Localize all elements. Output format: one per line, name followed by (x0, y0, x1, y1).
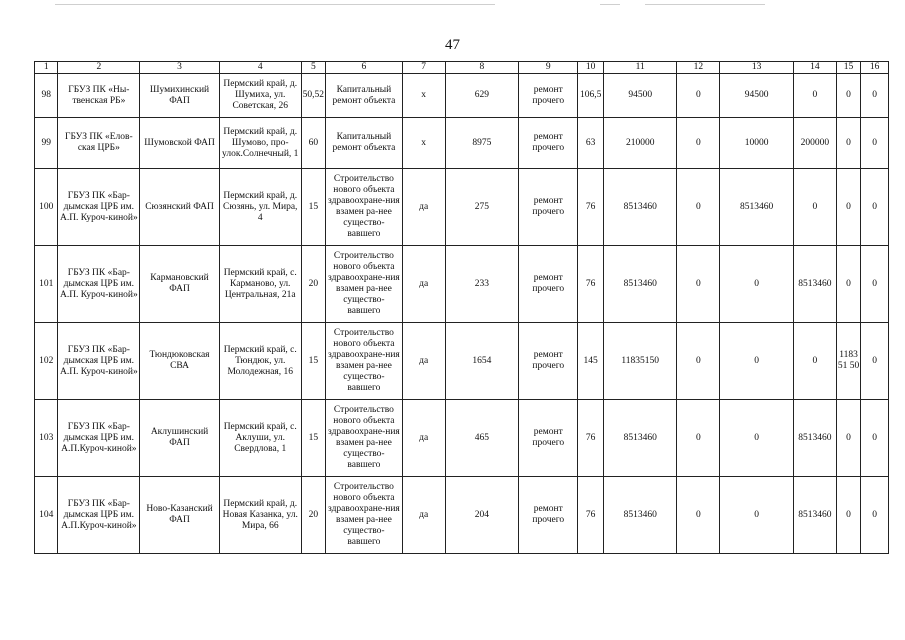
facility-address: Пермский край, д. Шумово, про-улок.Солнечный, 1 (219, 118, 301, 169)
page-number: 47 (445, 37, 460, 53)
col15-amount: 0 (836, 118, 861, 169)
col10-value: 63 (578, 118, 604, 169)
col10-value: 106,5 (578, 74, 604, 118)
row-number: 102 (35, 323, 58, 400)
work-type: Капитальный ремонт объекта (326, 118, 403, 169)
column-number: 15 (836, 62, 861, 74)
flag-value: х (402, 118, 445, 169)
row-number: 101 (35, 246, 58, 323)
col12-amount: 0 (677, 400, 720, 477)
institution-name: ГБУЗ ПК «Бар-дымская ЦРБ им. А.П. Куроч-киной» (58, 246, 140, 323)
area-value: 20 (301, 246, 326, 323)
col8-value: 1654 (445, 323, 519, 400)
facility-address: Пермский край, с. Аклуши, ул. Свердлова, 1 (219, 400, 301, 477)
col8-value: 233 (445, 246, 519, 323)
facility-name: Тюндюковская СВА (140, 323, 220, 400)
col14-amount: 8513460 (793, 246, 836, 323)
repair-type: ремонт прочего (519, 477, 578, 554)
facility-name: Ново-Казанский ФАП (140, 477, 220, 554)
table-row (35, 323, 889, 400)
column-number: 12 (677, 62, 720, 74)
column-number: 11 (603, 62, 677, 74)
repair-type: ремонт прочего (519, 74, 578, 118)
scan-artifact-line (600, 4, 620, 5)
col16-amount: 0 (861, 169, 889, 246)
column-number: 9 (519, 62, 578, 74)
scan-artifact-line (55, 4, 495, 5)
facility-address: Пермский край, д. Сюзянь, ул. Мира, 4 (219, 169, 301, 246)
col16-amount: 0 (861, 477, 889, 554)
row-number: 103 (35, 400, 58, 477)
col13-amount: 8513460 (720, 169, 794, 246)
column-number: 10 (578, 62, 604, 74)
total-amount: 11835150 (603, 323, 677, 400)
work-type: Строительство нового объекта здравоохране-ния взамен ра-нее существо-вавшего (326, 169, 403, 246)
area-value: 15 (301, 400, 326, 477)
area-value: 60 (301, 118, 326, 169)
row-number: 98 (35, 74, 58, 118)
col10-value: 76 (578, 400, 604, 477)
area-value: 20 (301, 477, 326, 554)
col13-amount: 94500 (720, 74, 794, 118)
col12-amount: 0 (677, 477, 720, 554)
col13-amount: 0 (720, 246, 794, 323)
col13-amount: 0 (720, 477, 794, 554)
col15-amount: 0 (836, 169, 861, 246)
flag-value: да (402, 323, 445, 400)
col12-amount: 0 (677, 323, 720, 400)
col15-amount: 0 (836, 74, 861, 118)
institution-name: ГБУЗ ПК «Елов-ская ЦРБ» (58, 118, 140, 169)
table-row (35, 118, 889, 169)
column-number: 16 (861, 62, 889, 74)
facility-name: Аклушинский ФАП (140, 400, 220, 477)
row-number: 99 (35, 118, 58, 169)
row-number: 104 (35, 477, 58, 554)
table-row (35, 74, 889, 118)
facility-address: Пермский край, д. Новая Казанка, ул. Мира, 66 (219, 477, 301, 554)
facility-address: Пермский край, д. Шумиха, ул. Советская, 26 (219, 74, 301, 118)
flag-value: х (402, 74, 445, 118)
col15-amount: 0 (836, 246, 861, 323)
institution-name: ГБУЗ ПК «Бар-дымская ЦРБ им. А.П.Куроч-киной» (58, 400, 140, 477)
facility-name: Кармановский ФАП (140, 246, 220, 323)
total-amount: 8513460 (603, 400, 677, 477)
facility-name: Сюзянский ФАП (140, 169, 220, 246)
col10-value: 76 (578, 246, 604, 323)
col14-amount: 0 (793, 323, 836, 400)
area-value: 50,52 (301, 74, 326, 118)
column-number: 4 (219, 62, 301, 74)
col8-value: 465 (445, 400, 519, 477)
col14-amount: 0 (793, 169, 836, 246)
table-row (35, 169, 889, 246)
col12-amount: 0 (677, 246, 720, 323)
column-number: 13 (720, 62, 794, 74)
institution-name: ГБУЗ ПК «Ны-твенская РБ» (58, 74, 140, 118)
work-type: Строительство нового объекта здравоохране-ния взамен ра-нее существо-вавшего (326, 246, 403, 323)
repair-type: ремонт прочего (519, 246, 578, 323)
col13-amount: 0 (720, 400, 794, 477)
col10-value: 76 (578, 477, 604, 554)
work-type: Капитальный ремонт объекта (326, 74, 403, 118)
col12-amount: 0 (677, 118, 720, 169)
institution-name: ГБУЗ ПК «Бар-дымская ЦРБ им. А.П. Куроч-киной» (58, 169, 140, 246)
column-number: 5 (301, 62, 326, 74)
col14-amount: 0 (793, 74, 836, 118)
repair-type: ремонт прочего (519, 323, 578, 400)
col16-amount: 0 (861, 74, 889, 118)
column-number: 2 (58, 62, 140, 74)
flag-value: да (402, 246, 445, 323)
col13-amount: 10000 (720, 118, 794, 169)
col8-value: 204 (445, 477, 519, 554)
repair-type: ремонт прочего (519, 400, 578, 477)
col15-amount: 0 (836, 477, 861, 554)
table-row (35, 246, 889, 323)
col10-value: 145 (578, 323, 604, 400)
col16-amount: 0 (861, 323, 889, 400)
col12-amount: 0 (677, 74, 720, 118)
work-type: Строительство нового объекта здравоохране-ния взамен ра-нее существо-вавшего (326, 400, 403, 477)
data-table (34, 61, 889, 554)
col16-amount: 0 (861, 400, 889, 477)
facility-name: Шумихинский ФАП (140, 74, 220, 118)
column-number: 1 (35, 62, 58, 74)
col15-amount: 0 (836, 400, 861, 477)
header-row (35, 62, 889, 74)
total-amount: 94500 (603, 74, 677, 118)
facility-name: Шумовской ФАП (140, 118, 220, 169)
row-number: 100 (35, 169, 58, 246)
flag-value: да (402, 169, 445, 246)
col12-amount: 0 (677, 169, 720, 246)
col16-amount: 0 (861, 118, 889, 169)
total-amount: 8513460 (603, 246, 677, 323)
column-number: 3 (140, 62, 220, 74)
column-number: 6 (326, 62, 403, 74)
column-number: 14 (793, 62, 836, 74)
col16-amount: 0 (861, 246, 889, 323)
col14-amount: 8513460 (793, 477, 836, 554)
col14-amount: 8513460 (793, 400, 836, 477)
repair-type: ремонт прочего (519, 169, 578, 246)
scan-artifact-line (645, 4, 765, 5)
col13-amount: 0 (720, 323, 794, 400)
flag-value: да (402, 477, 445, 554)
table-row (35, 477, 889, 554)
work-type: Строительство нового объекта здравоохране-ния взамен ра-нее существо-вавшего (326, 323, 403, 400)
col10-value: 76 (578, 169, 604, 246)
column-number: 8 (445, 62, 519, 74)
facility-address: Пермский край, с. Карманово, ул. Центральная, 21а (219, 246, 301, 323)
institution-name: ГБУЗ ПК «Бар-дымская ЦРБ им. А.П. Куроч-киной» (58, 323, 140, 400)
col8-value: 629 (445, 74, 519, 118)
institution-name: ГБУЗ ПК «Бар-дымская ЦРБ им. А.П.Куроч-киной» (58, 477, 140, 554)
col14-amount: 200000 (793, 118, 836, 169)
col15-amount: 118351 50 (836, 323, 861, 400)
facility-address: Пермский край, с. Тюндюк, ул. Молодежная, 16 (219, 323, 301, 400)
total-amount: 8513460 (603, 477, 677, 554)
column-number: 7 (402, 62, 445, 74)
area-value: 15 (301, 169, 326, 246)
total-amount: 210000 (603, 118, 677, 169)
col8-value: 275 (445, 169, 519, 246)
col8-value: 8975 (445, 118, 519, 169)
area-value: 15 (301, 323, 326, 400)
flag-value: да (402, 400, 445, 477)
table-row (35, 400, 889, 477)
work-type: Строительство нового объекта здравоохране-ния взамен ра-нее существо-вавшего (326, 477, 403, 554)
total-amount: 8513460 (603, 169, 677, 246)
repair-type: ремонт прочего (519, 118, 578, 169)
